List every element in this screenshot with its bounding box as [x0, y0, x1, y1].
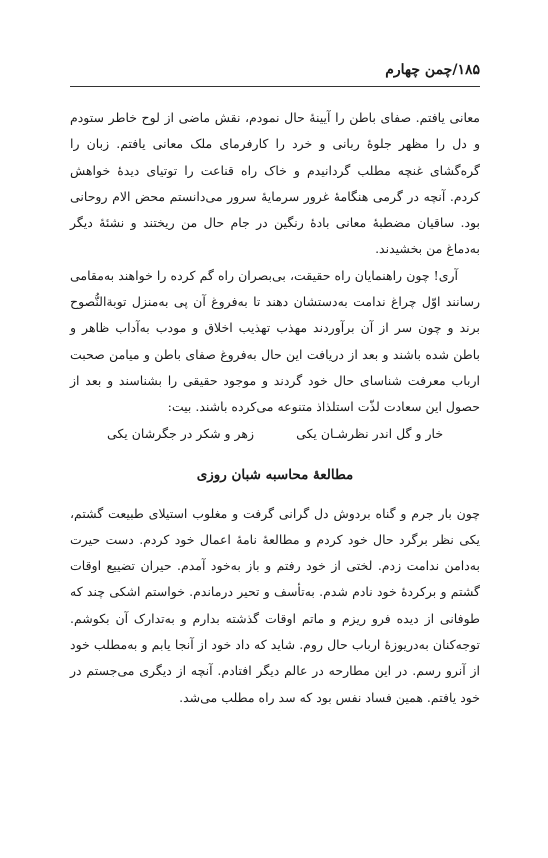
body-paragraph-2: آری! چون راهنمایان راه حقیقت، بی‌بصران راه گم کرده را خواهند به‌مقامی رسانند اوّل چراغ ندامت به‌دستشان دهند تا به‌فروغ آن پی به‌منزل توبةالنُّصوح برند و چون سر از آن برآوردند مهذب تهذیب اخلاق و مودب به‌آداب ظاهر و باطن شده باشند و بعد از دریافت این حال به‌فروغ صفای باطن و میامن صحبت ارباب معرفت شناسای حال خود گردند و موجود حقیقی را بشناسند و بعد از حصول این سعادت لذّت استلذاذ متنوعه می‌کرده باشند. بیت:: [70, 267, 480, 415]
book-page: [70, 58, 480, 711]
verse-couplet: [70, 421, 480, 447]
running-header: ۱۸۵/چمن چهارم: [385, 62, 480, 78]
header-rule: [70, 86, 480, 87]
body-paragraph-1: معانی یافتم. صفای باطن را آیینهٔ حال نمودم، نقش ماضی از لوح خاطر ستودم و دل را مظهر جلوهٔ ربانی و خرد را کارفرمای ملک معانی یافتم. زبان را گره‌گشای غنچه مطلب گردانیدم و خاک راه قناعت را توتیای دیدهٔ خواهش کردم. آنچه در گرمی هنگامهٔ غرور سرمایهٔ سرور می‌دانستم محض الام روحانی بود. ساقیان مضطبهٔ معانی بادهٔ رنگین در جام حال من ریختند و نشئهٔ دیگر به‌دماغ من بخشیدند.: [70, 110, 480, 257]
section-heading: مطالعهٔ محاسبه شبان روزی: [196, 466, 354, 483]
verse-hemistich-right: خار و گل اندر نظرشـان یکی: [296, 425, 444, 441]
body-paragraph-3: چون بار جرم و گناه بردوش دل گرانی گرفت و مغلوب استیلای طبیعت گشتم، یکی نظر برگرد حال خود کردم و مطالعهٔ نامهٔ اعمال خود کردم. دست حیرت به‌دامن ندامت زدم. لختی از خود رفتم و باز به‌خود آمدم. حیران تضییع اوقات گشتم و برکردهٔ خود نادم شدم. به‌تأسف و تحیر درماندم. خواستم اشکی چند که طوفانی از دیده فرو ریزم و ماتم اوقات گذشته بدارم و به‌تدارک آن بکوشم. توجه‌کنان به‌دریوزهٔ ارباب حال روم. شاید که داد خود از آنجا یابم و به‌مطلب خود از آنرو رسم. در این مطارحه در عالم دیگر افتادم. آنچه از دیگری می‌جستم در خود یافتم. همین فساد نفس بود که سد راه مطلب می‌شد.: [70, 505, 480, 705]
verse-hemistich-left: زهر و شکر در جگرشان یکی: [106, 425, 255, 441]
